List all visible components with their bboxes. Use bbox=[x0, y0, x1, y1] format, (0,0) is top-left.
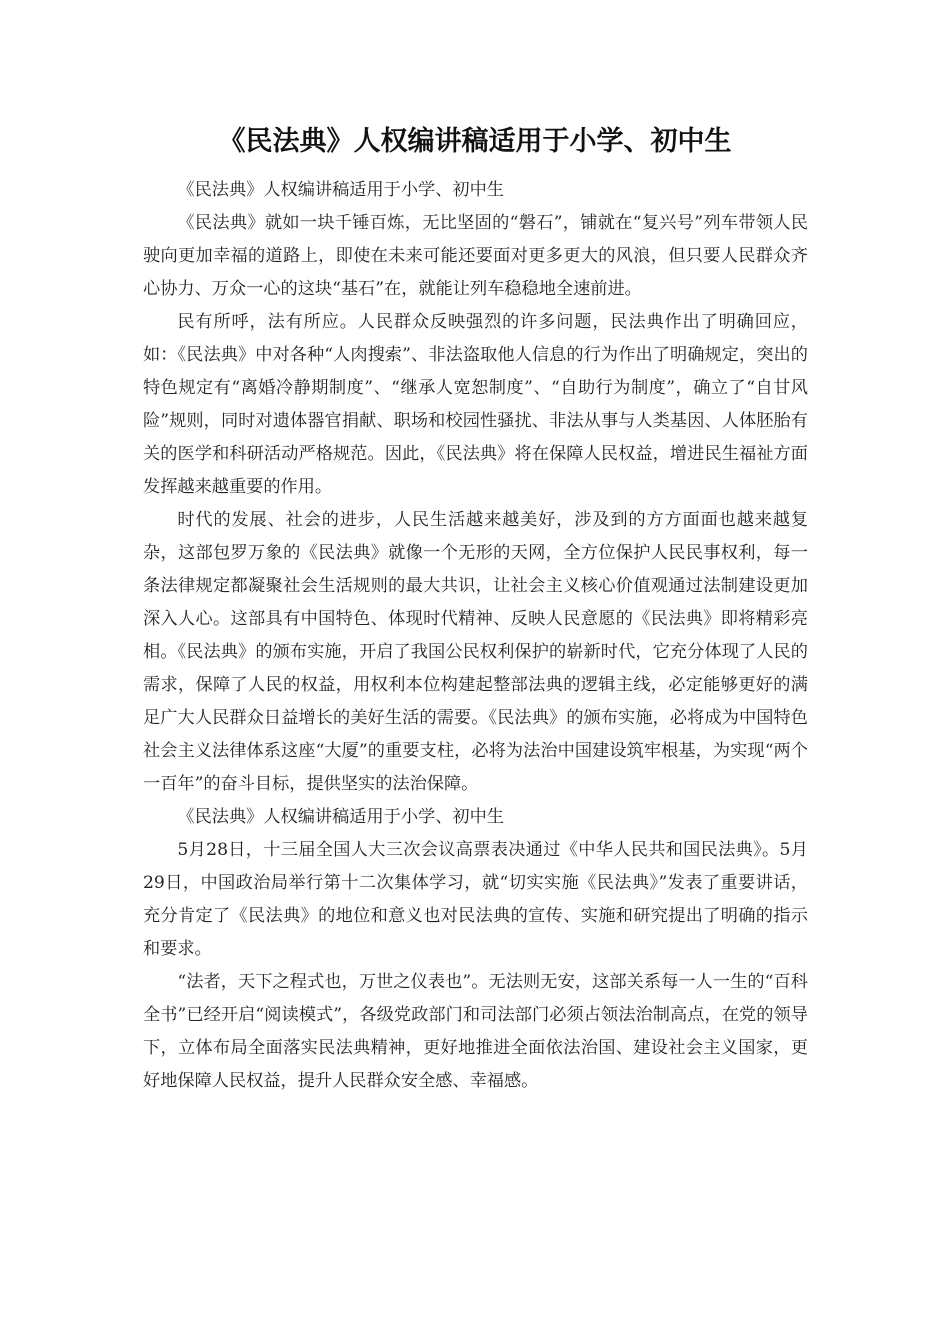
paragraph-3: 民有所呼，法有所应。人民群众反映强烈的许多问题，民法典作出了明确回应，如：《民法典》中对各种“人肉搜索”、非法盗取他人信息的行为作出了明确规定，突出的特色规定有“离婚冷静期制度”、“继承人宽恕制度”、“自助行为制度”，确立了“自甘风险”规则，同时对遗体器官捐献、职场和校园性骚扰、非法从事与人类基因、人体胚胎有关的医学和科研活动严格规范。因此，《民法典》将在保障人民权益，增进民生福祉方面发挥越来越重要的作用。 bbox=[143, 312, 808, 497]
paragraph-6: 5月28日，十三届全国人大三次会议高票表决通过《中华人民共和国民法典》。5月29日，中国政治局举行第十二次集体学习，就“切实实施《民法典》”发表了重要讲话，充分肯定了《民法典》的地位和意义也对民法典的宣传、实施和研究提出了明确的指示和要求。 bbox=[143, 840, 808, 959]
paragraph-4: 时代的发展、社会的进步，人民生活越来越美好，涉及到的方方面面也越来越复杂，这部包罗万象的《民法典》就像一个无形的天网，全方位保护人民民事权利，每一条法律规定都凝聚社会生活规则的最大共识，让社会主义核心价值观通过法制建设更加深入人心。这部具有中国特色、体现时代精神、反映人民意愿的《民法典》即将精彩亮相。《民法典》的颁布实施，开启了我国公民权利保护的崭新时代，它充分体现了人民的需求，保障了人民的权益，用权利本位构建起整部法典的逻辑主线，必定能够更好的满足广大人民群众日益增长的美好生活的需要。《民法典》的颁布实施，必将成为中国特色社会主义法律体系这座“大厦”的重要支柱，必将为法治中国建设筑牢根基，为实现“两个一百年”的奋斗目标，提供坚实的法治保障。 bbox=[143, 510, 808, 794]
document-title: 《民法典》人权编讲稿适用于小学、初中生 bbox=[218, 126, 732, 157]
paragraph-7: “法者，天下之程式也，万世之仪表也”。无法则无安，这部关系每一人一生的“百科全书”已经开启“阅读模式”，各级党政部门和司法部门必须占领法治制高点，在党的领导下，立体布局全面落实民法典精神，更好地推进全面依法治国、建设社会主义国家，更好地保障人民权益，提升人民群众安全感、幸福感。 bbox=[143, 972, 808, 1091]
paragraph-2: 《民法典》就如一块千锤百炼，无比坚固的“磐石”，铺就在“复兴号”列车带领人民驶向更加幸福的道路上，即使在未来可能还要面对更多更大的风浪，但只要人民群众齐心协力、万众一心的这块“基石”在，就能让列车稳稳地全速前进。 bbox=[143, 213, 808, 299]
paragraph-1: 《民法典》人权编讲稿适用于小学、初中生 bbox=[177, 180, 504, 200]
paragraph-5: 《民法典》人权编讲稿适用于小学、初中生 bbox=[177, 807, 504, 827]
document-body bbox=[143, 174, 808, 1098]
